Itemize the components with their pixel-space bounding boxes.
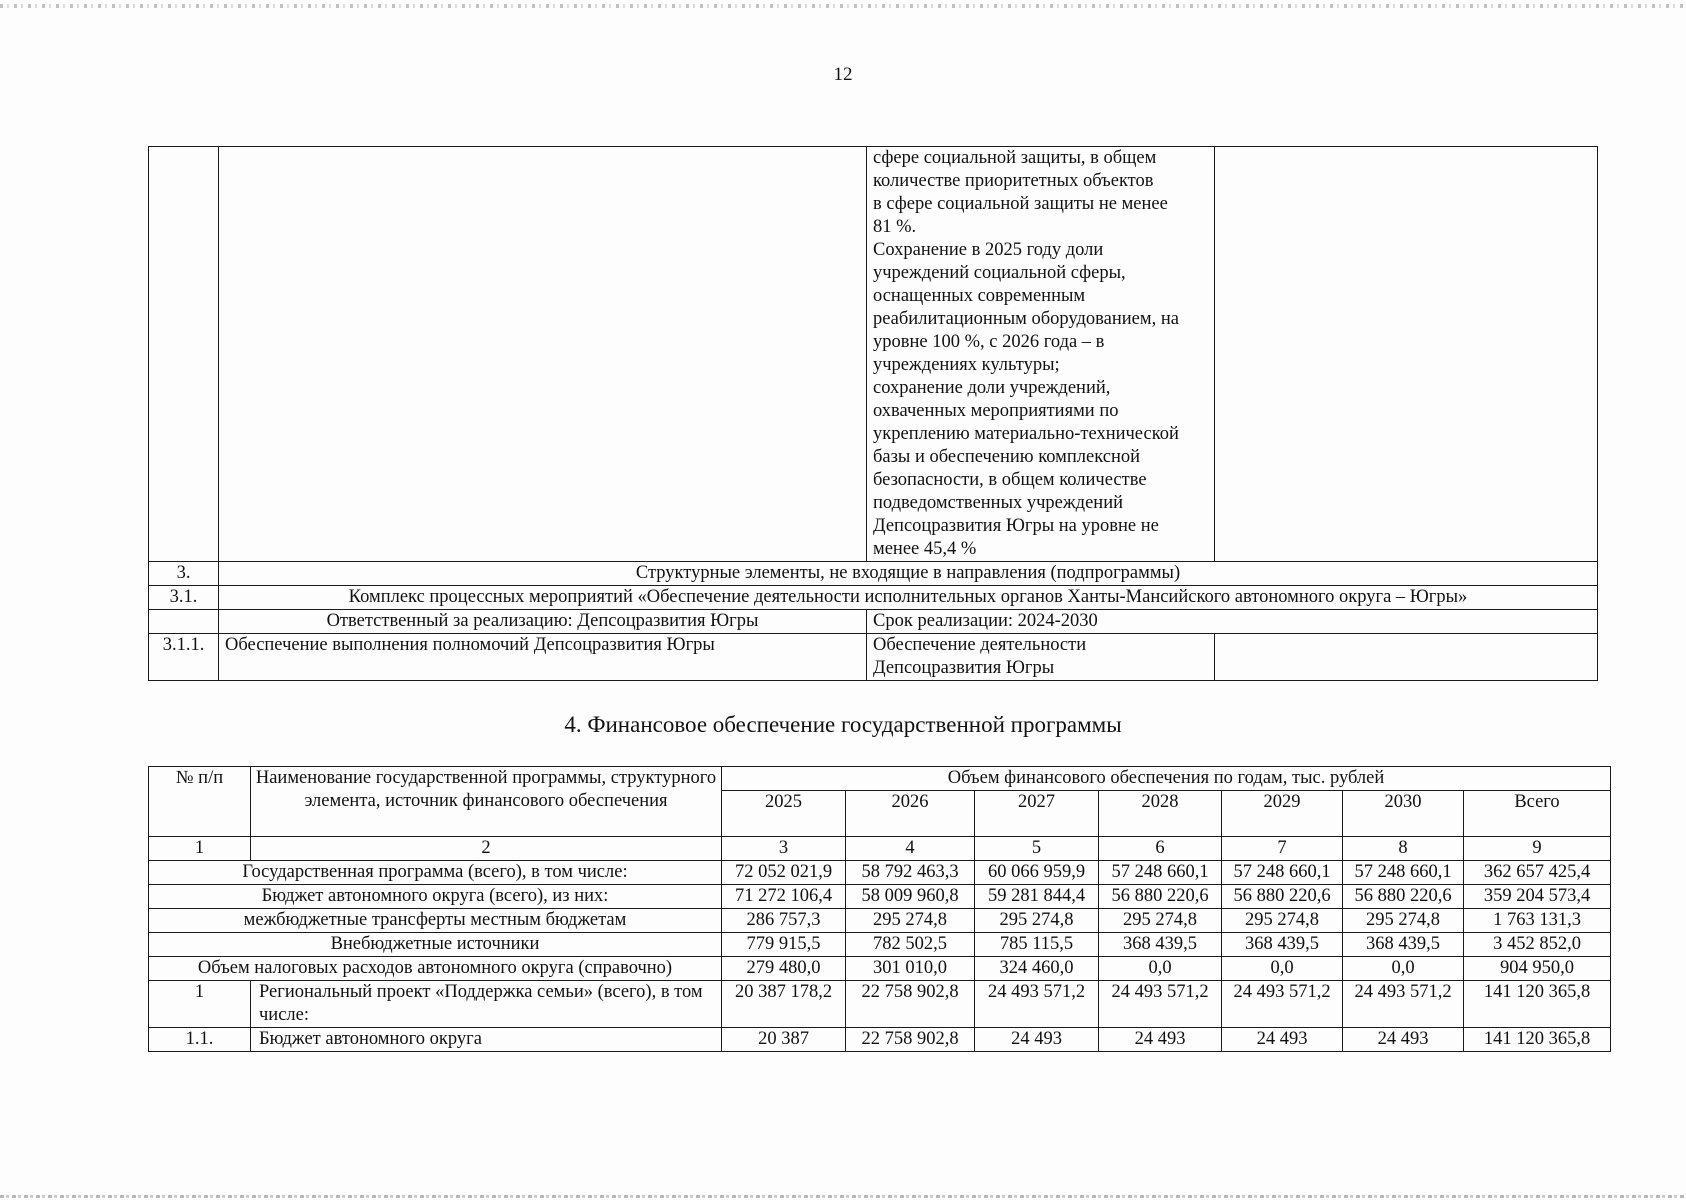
value-2027: 60 066 959,9: [975, 861, 1099, 885]
col-number: 5: [975, 837, 1099, 861]
scan-edge-bottom: [0, 1195, 1686, 1198]
value-2029: 368 439,5: [1222, 933, 1343, 957]
value-total: 359 204 573,4: [1464, 885, 1611, 909]
row-label: Государственная программа (всего), в том числе:: [149, 861, 722, 885]
value-2026: 301 010,0: [846, 957, 975, 981]
header-year: 2025: [722, 791, 846, 837]
table-row-continuation: [149, 147, 1598, 562]
table-row-3-1: [149, 586, 1598, 610]
table-row-regional-project-budget: [149, 1028, 1611, 1052]
row-label: Бюджет автономного округа (всего), из них:: [149, 885, 722, 909]
term-text: Срок реализации: 2024-2030: [867, 610, 1598, 634]
structure-table: [148, 146, 1598, 681]
value-2025: 20 387: [722, 1028, 846, 1052]
value-total: 1 763 131,3: [1464, 909, 1611, 933]
value-2028: 57 248 660,1: [1099, 861, 1222, 885]
row-label: Бюджет автономного округа: [251, 1028, 722, 1052]
value-2026: 58 792 463,3: [846, 861, 975, 885]
value-2028: 0,0: [1099, 957, 1222, 981]
header-name: Наименование государственной программы, структурного элемента, источник финансового обеспечения: [251, 767, 722, 837]
task-text: Обеспечение выполнения полномочий Депсоцразвития Югры: [219, 634, 867, 681]
header-volume: Объем финансового обеспечения по годам, тыс. рублей: [722, 767, 1611, 791]
value-2030: 24 493: [1343, 1028, 1464, 1052]
table-row-3: [149, 562, 1598, 586]
value-2028: 56 880 220,6: [1099, 885, 1222, 909]
col-number: 1: [149, 837, 251, 861]
row-label: Региональный проект «Поддержка семьи» (всего), в том числе:: [251, 981, 722, 1028]
col-number: 3: [722, 837, 846, 861]
col-number: 9: [1464, 837, 1611, 861]
column-number-row: [149, 837, 1611, 861]
col-number: 7: [1222, 837, 1343, 861]
header-year: 2030: [1343, 791, 1464, 837]
indicator-line: сфере социальной защиты, в общем: [873, 148, 1157, 168]
finance-table: [148, 766, 1611, 1052]
value-2027: 59 281 844,4: [975, 885, 1099, 909]
value-2029: 56 880 220,6: [1222, 885, 1343, 909]
value-2030: 0,0: [1343, 957, 1464, 981]
indicator-line: оснащенных современным: [873, 286, 1086, 306]
table-row-regional-project: [149, 981, 1611, 1028]
value-2025: 286 757,3: [722, 909, 846, 933]
indicator-line: реабилитационным оборудованием, на: [873, 309, 1179, 329]
value-2027: 24 493 571,2: [975, 981, 1099, 1028]
value-2027: 295 274,8: [975, 909, 1099, 933]
value-2025: 71 272 106,4: [722, 885, 846, 909]
table-row-transfers: [149, 909, 1611, 933]
value-2030: 368 439,5: [1343, 933, 1464, 957]
cell-empty: [149, 610, 219, 634]
value-2029: 57 248 660,1: [1222, 861, 1343, 885]
cell-task-empty: [219, 147, 867, 562]
indicator-line: 81 %.: [873, 217, 917, 237]
header-total: Всего: [1464, 791, 1611, 837]
table-row-responsible: [149, 610, 1598, 634]
indicator-line: подведомственных учреждений: [873, 493, 1124, 513]
row-number: 3.1.1.: [149, 634, 219, 681]
indicator-line: охваченных мероприятиями по: [873, 401, 1119, 421]
row-number: 3.: [149, 562, 219, 586]
value-2028: 24 493 571,2: [1099, 981, 1222, 1028]
value-total: 3 452 852,0: [1464, 933, 1611, 957]
indicator-line: укреплению материально-технической: [873, 424, 1179, 444]
value-2026: 22 758 902,8: [846, 981, 975, 1028]
value-2030: 57 248 660,1: [1343, 861, 1464, 885]
section-title: 4. Финансовое обеспечение государственной программы: [564, 712, 1122, 737]
header-num: № п/п: [149, 767, 251, 837]
value-2028: 24 493: [1099, 1028, 1222, 1052]
col-number: 8: [1343, 837, 1464, 861]
page-number: 12: [833, 64, 853, 85]
row-heading: Комплекс процессных мероприятий «Обеспечение деятельности исполнительных органов Ханты-Мансийского автономного округа – Югры»: [219, 586, 1598, 610]
value-total: 141 120 365,8: [1464, 1028, 1611, 1052]
header-year: 2026: [846, 791, 975, 837]
table-row-district-budget: [149, 885, 1611, 909]
indicator-line: уровне 100 %, с 2026 года – в: [873, 332, 1105, 352]
row-number: 1.1.: [149, 1028, 251, 1052]
col-number: 4: [846, 837, 975, 861]
value-total: 362 657 425,4: [1464, 861, 1611, 885]
link-text: [1215, 634, 1598, 681]
value-2028: 368 439,5: [1099, 933, 1222, 957]
row-number: 3.1.: [149, 586, 219, 610]
value-2030: 295 274,8: [1343, 909, 1464, 933]
value-2025: 72 052 021,9: [722, 861, 846, 885]
effect-text: Обеспечение деятельности Депсоцразвития Югры: [867, 634, 1215, 681]
header-year: 2027: [975, 791, 1099, 837]
indicator-line: учреждений социальной сферы,: [873, 263, 1126, 283]
value-2026: 295 274,8: [846, 909, 975, 933]
col-number: 2: [251, 837, 722, 861]
value-2029: 24 493: [1222, 1028, 1343, 1052]
header-year: 2029: [1222, 791, 1343, 837]
indicator-line: менее 45,4 %: [873, 539, 977, 559]
value-2029: 295 274,8: [1222, 909, 1343, 933]
table-row-extrabudgetary: [149, 933, 1611, 957]
row-label: межбюджетные трансферты местным бюджетам: [149, 909, 722, 933]
cell-indicator-text: [867, 147, 1215, 562]
header-year: 2028: [1099, 791, 1222, 837]
col-number: 6: [1099, 837, 1222, 861]
row-heading: Структурные элементы, не входящие в направления (подпрограммы): [219, 562, 1598, 586]
value-total: 141 120 365,8: [1464, 981, 1611, 1028]
scan-edge-top: [0, 4, 1686, 8]
value-2030: 56 880 220,6: [1343, 885, 1464, 909]
value-total: 904 950,0: [1464, 957, 1611, 981]
table-row-tax-expenses: [149, 957, 1611, 981]
indicator-line: Сохранение в 2025 году доли: [873, 240, 1104, 260]
value-2028: 295 274,8: [1099, 909, 1222, 933]
value-2026: 782 502,5: [846, 933, 975, 957]
value-2026: 58 009 960,8: [846, 885, 975, 909]
indicator-line: в сфере социальной защиты не менее: [873, 194, 1168, 214]
header-row-1: [149, 767, 1611, 791]
value-2025: 779 915,5: [722, 933, 846, 957]
indicator-line: Депсоцразвития Югры на уровне не: [873, 516, 1159, 536]
value-2025: 279 480,0: [722, 957, 846, 981]
value-2027: 785 115,5: [975, 933, 1099, 957]
indicator-line: безопасности, в общем количестве: [873, 470, 1147, 490]
value-2027: 24 493: [975, 1028, 1099, 1052]
row-number: 1: [149, 981, 251, 1028]
indicator-line: учреждениях культуры;: [873, 355, 1060, 375]
indicator-line: сохранение доли учреждений,: [873, 378, 1111, 398]
value-2026: 22 758 902,8: [846, 1028, 975, 1052]
row-label: Объем налоговых расходов автономного округа (справочно): [149, 957, 722, 981]
table-row-3-1-1: [149, 634, 1598, 681]
cell-num-empty: [149, 147, 219, 562]
row-label: Внебюджетные источники: [149, 933, 722, 957]
table-row-program-total: [149, 861, 1611, 885]
responsible-text: Ответственный за реализацию: Депсоцразвития Югры: [219, 610, 867, 634]
value-2027: 324 460,0: [975, 957, 1099, 981]
value-2025: 20 387 178,2: [722, 981, 846, 1028]
indicator-line: количестве приоритетных объектов: [873, 171, 1154, 191]
value-2030: 24 493 571,2: [1343, 981, 1464, 1028]
value-2029: 0,0: [1222, 957, 1343, 981]
cell-link-empty: [1215, 147, 1598, 562]
value-2029: 24 493 571,2: [1222, 981, 1343, 1028]
indicator-line: базы и обеспечению комплексной: [873, 447, 1141, 467]
